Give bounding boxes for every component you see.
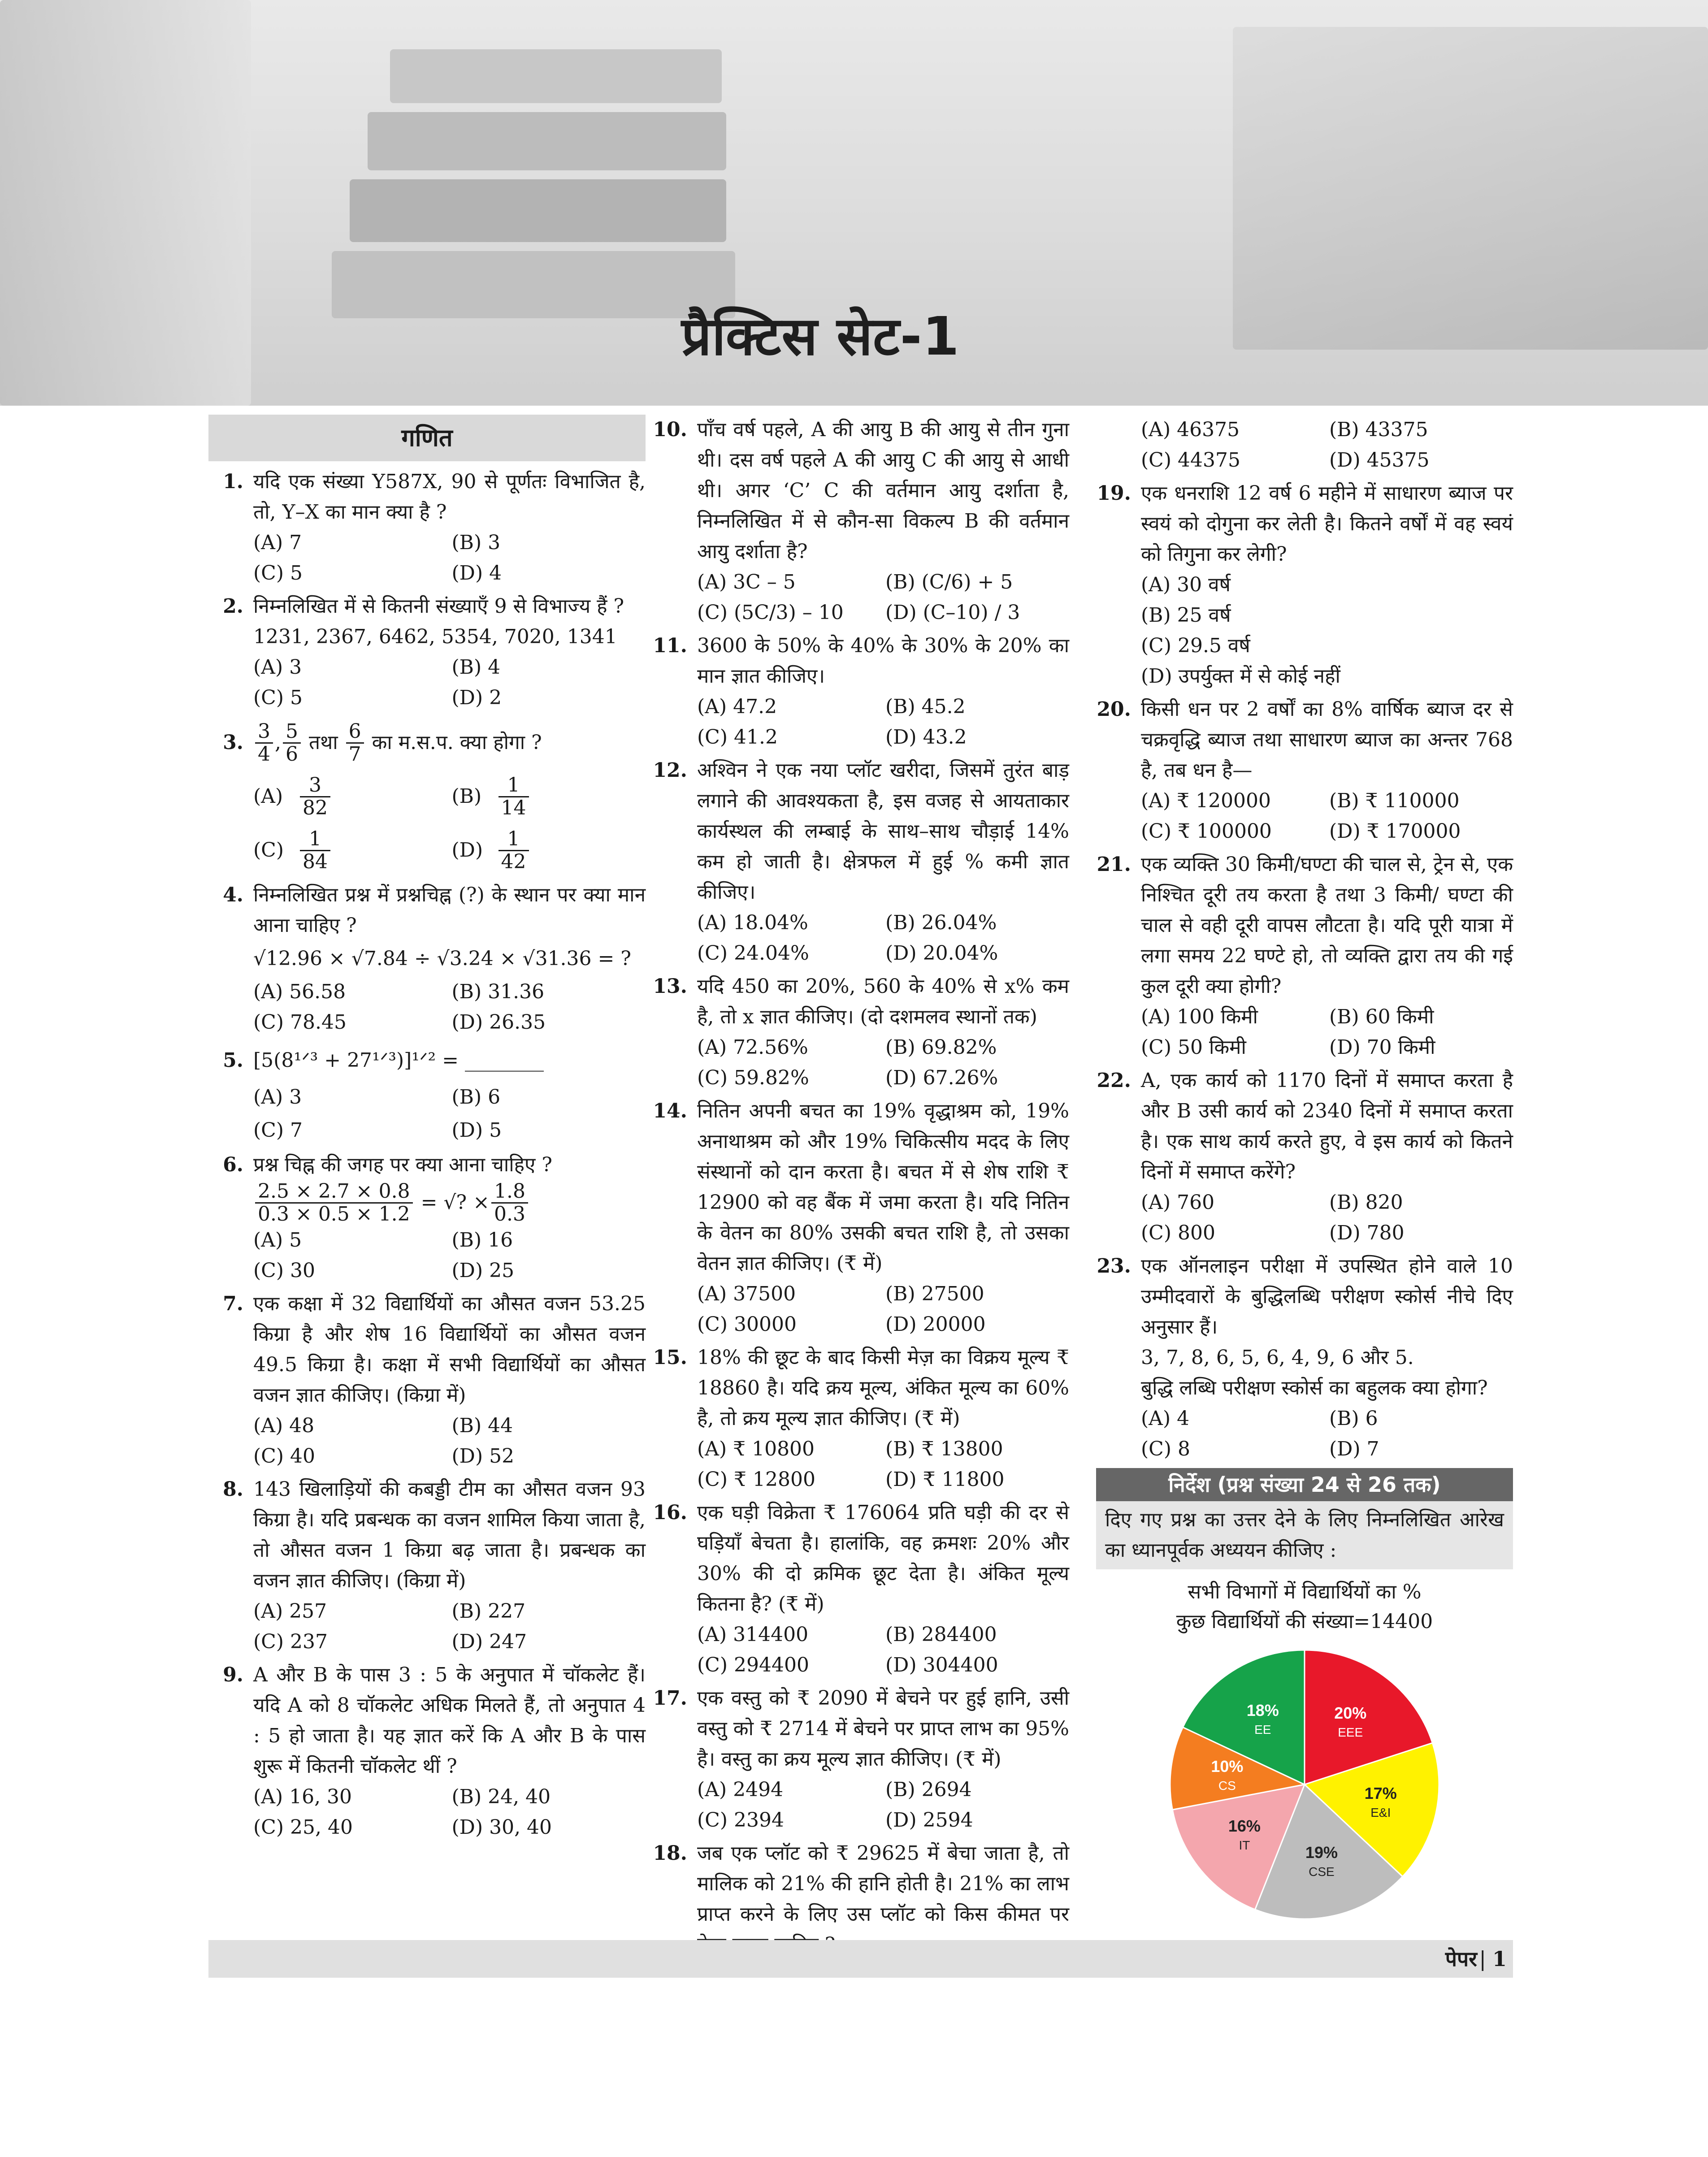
option-b: (B) 4 bbox=[451, 656, 501, 679]
question-number: 4. bbox=[223, 884, 243, 906]
question-number: 6. bbox=[223, 1153, 243, 1176]
options bbox=[1141, 1002, 1513, 1063]
question-3 bbox=[208, 716, 646, 877]
options bbox=[253, 1081, 646, 1147]
question-23 bbox=[1096, 1251, 1513, 1464]
options bbox=[1141, 1403, 1513, 1464]
footer-label: पेपर bbox=[1445, 1947, 1477, 1971]
slice-category-label: E&I bbox=[1370, 1805, 1391, 1819]
option-a: (A) 257 bbox=[253, 1600, 327, 1623]
option-b: (B) 6 bbox=[451, 1086, 501, 1109]
option-b: (B) 60 किमी bbox=[1329, 1005, 1434, 1028]
option-d: (D) ₹ 11800 bbox=[885, 1468, 1005, 1491]
option-a: (A) 72.56% bbox=[697, 1036, 808, 1059]
option-a: (A) 2494 bbox=[697, 1778, 784, 1801]
option-a: (A) 760 bbox=[1141, 1191, 1215, 1214]
slice-percent-label: 17% bbox=[1364, 1784, 1397, 1802]
question-number: 7. bbox=[223, 1292, 243, 1315]
column-3 bbox=[1096, 415, 1513, 1959]
options bbox=[697, 1775, 1069, 1836]
book-shape bbox=[332, 251, 735, 318]
question-number: 12. bbox=[653, 759, 687, 782]
question-text: निम्नलिखित में से कितनी संख्याएँ 9 से विभाज्य हैं ? bbox=[253, 595, 624, 618]
question-4 bbox=[208, 880, 646, 1038]
fraction-denominator: 42 bbox=[501, 850, 526, 873]
header-banner bbox=[0, 0, 1708, 406]
directions-text: दिए गए प्रश्न का उत्तर देने के लिए निम्नलिखित आरेख का ध्यानपूर्वक अध्ययन कीजिए : bbox=[1096, 1501, 1513, 1569]
option-c: (C) 29.5 वर्ष bbox=[1141, 634, 1250, 657]
question-expression: $\frac{3}{4}$ , $\frac{5}{6}$ तथा $\frac{6}{7}$ का म.स.प. क्या होगा ? bbox=[253, 716, 646, 770]
question-text: पाँच वर्ष पहले, A की आयु B की आयु से तीन गुना थी। दस वर्ष पहले A की आयु C की आयु से आधी थी। अगर ‘C’ C की वर्तमान आयु दर्शाता है, निम्नलिखित में से कौन-सा विकल्प B की वर्तमान आयु दर्शाता है? bbox=[697, 418, 1069, 563]
question-17 bbox=[652, 1683, 1069, 1836]
option-c: (C) 59.82% bbox=[697, 1066, 809, 1089]
option-d: (D) 43.2 bbox=[885, 726, 967, 749]
option-a: (A) 3C – 5 bbox=[697, 571, 796, 593]
option-label: (C) bbox=[253, 839, 284, 862]
score-list: 3, 7, 8, 6, 5, 6, 4, 9, 6 और 5. bbox=[1141, 1346, 1414, 1369]
option-d: (D) 26.35 bbox=[451, 1011, 546, 1034]
question-21 bbox=[1096, 849, 1513, 1063]
question-number: 19. bbox=[1097, 482, 1131, 505]
chart-title: सभी विभागों में विद्यार्थियों का % bbox=[1188, 1581, 1422, 1603]
question-text: 143 खिलाड़ियों की कबड्डी टीम का औसत वजन 93 किग्रा है। यदि प्रबन्धक का वजन शामिल किया जाता है, तो औसत वजन 1 किग्रा बढ़ जाता है। प्रबन्धक का वजन ज्ञात कीजिए। (किग्रा में) bbox=[253, 1478, 646, 1592]
book-shape bbox=[368, 112, 726, 170]
question-number: 5. bbox=[223, 1049, 243, 1072]
question-number: 15. bbox=[653, 1346, 687, 1369]
option-c: (C) 30 bbox=[253, 1259, 315, 1282]
option-b: (B) 69.82% bbox=[885, 1036, 997, 1059]
option-b: (B) 6 bbox=[1329, 1407, 1378, 1430]
option-d: (D) 304400 bbox=[885, 1654, 998, 1676]
question-10 bbox=[652, 415, 1069, 628]
option-c: (C) 294400 bbox=[697, 1654, 809, 1676]
option-label: (A) bbox=[253, 785, 283, 808]
fraction-numerator: 1 bbox=[499, 775, 529, 797]
option-b: (B) 26.04% bbox=[885, 911, 997, 934]
question-5 bbox=[208, 1040, 646, 1147]
fraction-numerator: 2.5 × 2.7 × 0.8 bbox=[255, 1181, 413, 1204]
option-c: (C) 2394 bbox=[697, 1809, 784, 1832]
option-d: (D) उपर्युक्त में से कोई नहीं bbox=[1141, 665, 1340, 688]
option-d: (D) 70 किमी bbox=[1329, 1036, 1435, 1059]
question-number: 9. bbox=[223, 1663, 243, 1686]
option-b: (B) 3 bbox=[451, 531, 501, 554]
options bbox=[253, 652, 646, 713]
page-title: प्रैक्टिस सेट-1 bbox=[681, 305, 960, 367]
options bbox=[253, 977, 646, 1038]
pie-chart bbox=[1096, 1637, 1513, 1932]
options bbox=[1141, 415, 1513, 476]
question-number: 2. bbox=[223, 595, 243, 618]
option-label: (D) bbox=[451, 839, 483, 862]
question-text: का म.स.प. क्या होगा ? bbox=[372, 731, 542, 754]
fraction-denominator: 4 bbox=[258, 742, 270, 766]
option-a: (A) 16, 30 bbox=[253, 1785, 352, 1808]
options bbox=[253, 1782, 646, 1843]
question-text: A, एक कार्य को 1170 दिनों में समाप्त करता है और B उसी कार्य को 2340 दिनों में समाप्त करता है। एक साथ कार्य करते हुए, वे इस कार्य को कितने दिनों में समाप्त करेंगे? bbox=[1141, 1069, 1513, 1183]
option-b: (B) 44 bbox=[451, 1414, 513, 1437]
option-d: (D) 4 bbox=[451, 562, 502, 585]
option-d: (D) 25 bbox=[451, 1259, 515, 1282]
question-6 bbox=[208, 1150, 646, 1286]
question-22 bbox=[1096, 1066, 1513, 1248]
fraction-numerator: 3 bbox=[255, 721, 273, 744]
option-a: (A) 4 bbox=[1141, 1407, 1190, 1430]
question-number: 17. bbox=[653, 1687, 687, 1710]
question-18-options bbox=[1096, 415, 1513, 476]
option-a: (A) 314400 bbox=[697, 1623, 809, 1646]
slice-percent-label: 19% bbox=[1305, 1843, 1338, 1862]
question-number: 18. bbox=[653, 1842, 687, 1865]
option-b: (B) 820 bbox=[1329, 1191, 1403, 1214]
question-text: 18% की छूट के बाद किसी मेज़ का विक्रय मूल्य ₹ 18860 है। यदि क्रय मूल्य, अंकित मूल्य का 60% है, तो क्रय मूल्य ज्ञात कीजिए। (₹ में) bbox=[697, 1346, 1069, 1430]
options bbox=[253, 528, 646, 589]
option-c: (C) 78.45 bbox=[253, 1011, 347, 1034]
question-number: 23. bbox=[1097, 1255, 1131, 1278]
option-c: (C) 40 bbox=[253, 1445, 315, 1468]
question-8 bbox=[208, 1474, 646, 1657]
fraction-numerator: 5 bbox=[283, 721, 301, 744]
question-number: 16. bbox=[653, 1501, 687, 1524]
options bbox=[697, 1279, 1069, 1340]
question-number: 22. bbox=[1097, 1069, 1131, 1092]
option-c: (C) 237 bbox=[253, 1630, 328, 1653]
question-text: यदि एक संख्या Y587X, 90 से पूर्णतः विभाजित है, तो, Y–X का मान क्या है ? bbox=[253, 470, 646, 524]
option-b: (B) 31.36 bbox=[451, 980, 545, 1003]
fraction-denominator: 14 bbox=[501, 796, 526, 819]
option-a: (A) 37500 bbox=[697, 1282, 796, 1305]
question-16 bbox=[652, 1498, 1069, 1681]
question-subtext: बुद्धि लब्धि परीक्षण स्कोर्स का बहुलक क्या होगा? bbox=[1141, 1377, 1488, 1399]
option-b: (B) 45.2 bbox=[885, 695, 966, 718]
book-shape bbox=[350, 179, 726, 242]
option-b: (B) ₹ 110000 bbox=[1329, 789, 1460, 812]
slice-percent-label: 18% bbox=[1246, 1701, 1279, 1720]
book-shape bbox=[390, 49, 722, 103]
options bbox=[253, 1225, 646, 1286]
column-2 bbox=[652, 415, 1069, 1963]
option-b: (B) 27500 bbox=[885, 1282, 984, 1305]
option-d: (D) ₹ 170000 bbox=[1329, 820, 1461, 843]
options bbox=[697, 692, 1069, 753]
fraction-denominator: 84 bbox=[303, 850, 328, 873]
option-a: (A) 30 वर्ष bbox=[1141, 573, 1231, 596]
connector-text: तथा bbox=[309, 731, 338, 754]
option-b: (B) 284400 bbox=[885, 1623, 997, 1646]
option-a: (A) 100 किमी bbox=[1141, 1005, 1258, 1028]
options bbox=[697, 567, 1069, 628]
question-11 bbox=[652, 631, 1069, 753]
question-number: 11. bbox=[653, 634, 687, 657]
option-a: (A) ₹ 120000 bbox=[1141, 789, 1271, 812]
slice-category-label: EEE bbox=[1338, 1725, 1363, 1740]
options bbox=[697, 1620, 1069, 1681]
question-text: एक ऑनलाइन परीक्षा में उपस्थित होने वाले 10 उम्मीदवारों के बुद्धिलब्धि परीक्षण स्कोर्स नीचे दिए अनुसार हैं। bbox=[1141, 1255, 1513, 1338]
option-a: (A) 18.04% bbox=[697, 911, 808, 934]
column-1 bbox=[208, 415, 646, 1845]
number-list: 1231, 2367, 6462, 5354, 7020, 1341 bbox=[253, 625, 617, 648]
question-number: 21. bbox=[1097, 853, 1131, 876]
option-c: (C) ₹ 12800 bbox=[697, 1468, 815, 1491]
slice-percent-label: 20% bbox=[1334, 1704, 1367, 1723]
option-d: (D) 247 bbox=[451, 1630, 527, 1653]
option-c bbox=[253, 823, 447, 877]
options bbox=[253, 1596, 646, 1657]
option-d: (D) 67.26% bbox=[885, 1066, 998, 1089]
question-text: निम्नलिखित प्रश्न में प्रश्नचिह्न (?) के स्थान पर क्या मान आना चाहिए ? bbox=[253, 884, 646, 937]
fraction-denominator: 6 bbox=[286, 742, 298, 766]
question-number: 8. bbox=[223, 1478, 243, 1501]
option-c: (C) 41.2 bbox=[697, 726, 778, 749]
options bbox=[697, 1434, 1069, 1495]
option-a: (A) 56.58 bbox=[253, 980, 346, 1003]
question-text: एक कक्षा में 32 विद्यार्थियों का औसत वजन 53.25 किग्रा है और शेष 16 विद्यार्थियों का औसत वजन 49.5 किग्रा है। कक्षा में सभी विद्यार्थियों का औसत वजन ज्ञात कीजिए। (किग्रा में) bbox=[253, 1292, 646, 1407]
question-expression bbox=[253, 1180, 646, 1225]
option-a: (A) 47.2 bbox=[697, 695, 777, 718]
question-text: प्रश्न चिह्न की जगह पर क्या आना चाहिए ? bbox=[253, 1153, 552, 1176]
question-number: 20. bbox=[1097, 698, 1131, 721]
fraction-denominator: 7 bbox=[348, 742, 361, 766]
option-c: (C) 5 bbox=[253, 562, 303, 585]
root-term: √? × bbox=[443, 1191, 490, 1214]
option-a: (A) 5 bbox=[253, 1229, 302, 1252]
option-d: (D) 780 bbox=[1329, 1221, 1405, 1244]
option-b: (B) ₹ 13800 bbox=[885, 1438, 1003, 1460]
option-c: (C) 5 bbox=[253, 686, 303, 709]
slice-percent-label: 10% bbox=[1211, 1757, 1244, 1776]
option-a: (A) 46375 bbox=[1141, 418, 1240, 441]
section-heading: गणित bbox=[208, 415, 646, 461]
fraction-denominator: 0.3 bbox=[494, 1202, 525, 1226]
option-a: (A) 7 bbox=[253, 531, 302, 554]
question-text: A और B के पास 3 : 5 के अनुपात में चॉकलेट हैं। यदि A को 8 चॉकलेट अधिक मिलते हैं, तो अनुपात 4 : 5 हो जाता है। यह ज्ञात करें कि A और B के पास शुरू में कितनी चॉकलेट थीं ? bbox=[253, 1663, 646, 1778]
page-footer bbox=[208, 1940, 1513, 1978]
question-text: एक घड़ी विक्रेता ₹ 176064 प्रति घड़ी की दर से घड़ियाँ बेचता है। हालांकि, वह क्रमशः 20% और 30% की दो क्रमिक छूट देता है। अंकित मूल्य कितना है? (₹ में) bbox=[697, 1501, 1069, 1616]
option-b: (B) 227 bbox=[451, 1600, 526, 1623]
fraction-denominator: 82 bbox=[303, 796, 328, 819]
equals-sign: = bbox=[420, 1191, 438, 1214]
option-d: (D) 45375 bbox=[1329, 449, 1430, 472]
question-text: एक वस्तु को ₹ 2090 में बेचने पर हुई हानि, उसी वस्तु को ₹ 2714 में बेचने पर प्राप्त लाभ का 95% है। वस्तु का क्रय मूल्य ज्ञात कीजिए। (₹ में) bbox=[697, 1687, 1069, 1771]
slice-category-label: CSE bbox=[1309, 1864, 1335, 1879]
question-expression: √12.96 × √7.84 ÷ √3.24 × √31.36 = ? bbox=[253, 947, 631, 970]
question-text: एक धनराशि 12 वर्ष 6 महीने में साधारण ब्याज पर स्वयं को दोगुना कर लेती है। कितने वर्षों में वह स्वयं को तिगुना कर लेगी? bbox=[1141, 482, 1513, 566]
options bbox=[1141, 786, 1513, 847]
option-label: (B) bbox=[451, 785, 482, 808]
banner-decoration-left bbox=[0, 0, 251, 406]
slice-percent-label: 16% bbox=[1228, 1816, 1261, 1835]
option-c: (C) (5C/3) – 10 bbox=[697, 601, 844, 624]
footer-separator: | bbox=[1479, 1947, 1486, 1971]
option-b bbox=[452, 770, 646, 823]
option-b: (B) 25 वर्ष bbox=[1141, 604, 1231, 627]
option-c: (C) 44375 bbox=[1141, 449, 1240, 472]
option-b: (B) 16 bbox=[451, 1229, 513, 1252]
question-15 bbox=[652, 1343, 1069, 1495]
option-d bbox=[452, 823, 646, 877]
slice-category-label: EE bbox=[1254, 1723, 1271, 1737]
question-13 bbox=[652, 971, 1069, 1093]
options bbox=[697, 908, 1069, 969]
directions-heading: निर्देश (प्रश्न संख्या 24 से 26 तक) bbox=[1096, 1468, 1513, 1501]
option-b: (B) (C/6) + 5 bbox=[885, 571, 1013, 593]
slice-category-label: CS bbox=[1218, 1779, 1236, 1793]
option-c: (C) 8 bbox=[1141, 1438, 1190, 1460]
question-expression: [5(8¹ᐟ³ + 27¹ᐟ³)]¹ᐟ² = ________ bbox=[253, 1049, 544, 1072]
option-c: (C) 7 bbox=[253, 1119, 303, 1142]
option-c: (C) 800 bbox=[1141, 1221, 1215, 1244]
option-d: (D) 2 bbox=[451, 686, 502, 709]
option-d: (D) 2594 bbox=[885, 1809, 973, 1832]
options bbox=[253, 1411, 646, 1472]
fraction-numerator: 1 bbox=[300, 828, 330, 851]
slice-category-label: IT bbox=[1239, 1838, 1250, 1852]
option-b: (B) 43375 bbox=[1329, 418, 1428, 441]
option-c: (C) 50 किमी bbox=[1141, 1036, 1246, 1059]
option-a: (A) 3 bbox=[253, 1086, 302, 1109]
option-b: (B) 2694 bbox=[885, 1778, 972, 1801]
fraction-numerator: 3 bbox=[300, 775, 330, 797]
fraction-numerator: 6 bbox=[346, 721, 364, 744]
question-9 bbox=[208, 1660, 646, 1843]
option-a bbox=[253, 770, 447, 823]
fraction-numerator: 1 bbox=[499, 828, 529, 851]
option-a: (A) 3 bbox=[253, 656, 302, 679]
option-d: (D) 5 bbox=[451, 1119, 502, 1142]
option-c: (C) 30000 bbox=[697, 1313, 797, 1336]
option-c: (C) 24.04% bbox=[697, 942, 809, 965]
options bbox=[697, 1032, 1069, 1093]
banner-decoration-right bbox=[1233, 27, 1708, 350]
option-d: (D) (C–10) / 3 bbox=[885, 601, 1020, 624]
question-number: 13. bbox=[653, 975, 687, 998]
options bbox=[1141, 1187, 1513, 1248]
option-b: (B) 24, 40 bbox=[451, 1785, 551, 1808]
question-1 bbox=[208, 467, 646, 589]
question-text: 3600 के 50% के 40% के 30% के 20% का मान ज्ञात कीजिए। bbox=[697, 634, 1069, 688]
question-2 bbox=[208, 591, 646, 713]
question-text: एक व्यक्ति 30 किमी/घण्टा की चाल से, ट्रेन से, एक निश्चित दूरी तय करता है तथा 3 किमी/ घण्टा की चाल से वही दूरी वापस लौटता है। यदि पूरी यात्रा में लगा समय 22 घण्टे हो, तो व्यक्ति द्वारा तय की गई कुल दूरी क्या होगी? bbox=[1141, 853, 1513, 998]
question-number: 14. bbox=[653, 1100, 687, 1122]
option-d: (D) 20.04% bbox=[885, 942, 998, 965]
option-c: (C) 25, 40 bbox=[253, 1816, 353, 1839]
options bbox=[1141, 570, 1513, 692]
option-a: (A) 48 bbox=[253, 1414, 315, 1437]
option-a: (A) ₹ 10800 bbox=[697, 1438, 815, 1460]
option-d: (D) 7 bbox=[1329, 1438, 1379, 1460]
question-number: 1. bbox=[223, 470, 243, 493]
question-14 bbox=[652, 1096, 1069, 1340]
question-text: अश्विन ने एक नया प्लॉट खरीदा, जिसमें तुरंत बाड़ लगाने की आवश्यकता है, इस वजह से आयताकार कार्यस्थल की लम्बाई के साथ–साथ चौड़ाई 14% कम हो जाती है। क्षेत्रफल में हुई % कमी ज्ञात कीजिए। bbox=[697, 759, 1069, 904]
question-text: जब एक प्लॉट को ₹ 29625 में बेचा जाता है, तो मालिक को 21% की हानि होती है। 21% का लाभ प्राप्त करने के लिए उस प्लॉट को किस कीमत पर bbox=[697, 1842, 1069, 1926]
option-d: (D) 30, 40 bbox=[451, 1816, 552, 1839]
page-number: 1 bbox=[1492, 1947, 1507, 1971]
question-text: यदि 450 का 20%, 560 के 40% से x% कम है, तो x ज्ञात कीजिए। (दो दशमलव स्थानों तक) bbox=[697, 975, 1069, 1028]
question-7 bbox=[208, 1289, 646, 1472]
question-20 bbox=[1096, 694, 1513, 847]
option-c: (C) ₹ 100000 bbox=[1141, 820, 1272, 843]
option-d: (D) 20000 bbox=[885, 1313, 986, 1336]
fraction-denominator: 0.3 × 0.5 × 1.2 bbox=[258, 1202, 410, 1226]
question-number: 10. bbox=[653, 418, 687, 441]
question-12 bbox=[652, 755, 1069, 969]
option-d: (D) 52 bbox=[451, 1445, 515, 1468]
options bbox=[253, 770, 646, 877]
fraction-numerator: 1.8 bbox=[491, 1181, 528, 1204]
question-text: नितिन अपनी बचत का 19% वृद्धाश्रम को, 19% अनाथाश्रम को और 19% चिकित्सीय मदद के लिए संस्थानों को दान करता है। बचत में से शेष राशि ₹ 12900 को वह बैंक में जमा करता है। यदि नितिन के वेतन का 80% उसकी बचत राशि है, तो उसका वेतन ज्ञात कीजिए। (₹ में) bbox=[697, 1100, 1069, 1275]
chart-subtitle: कुछ विद्यार्थियों की संख्या=14400 bbox=[1176, 1610, 1433, 1633]
question-text: किसी धन पर 2 वर्षों का 8% वार्षिक ब्याज दर से चक्रवृद्धि ब्याज तथा साधारण ब्याज का अन्तर 768 है, तब धन है— bbox=[1141, 698, 1513, 782]
spacer bbox=[1096, 415, 1141, 476]
question-number: 3. bbox=[223, 731, 243, 754]
question-19 bbox=[1096, 478, 1513, 692]
